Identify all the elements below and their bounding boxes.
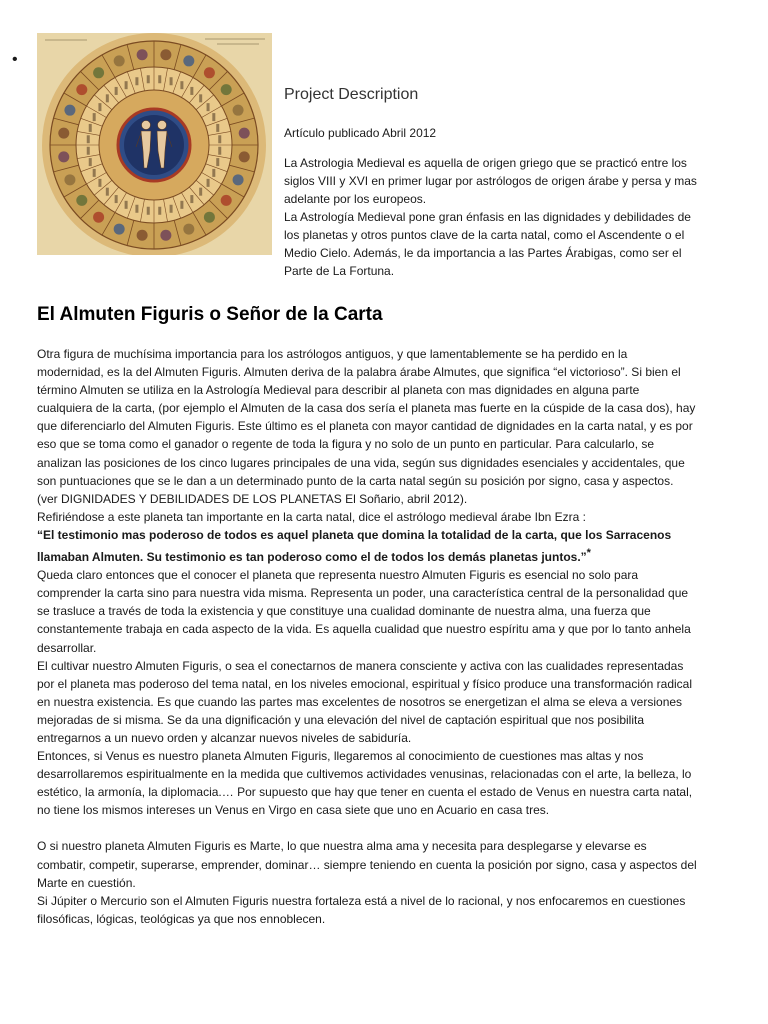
wheel-script-mark	[135, 77, 138, 85]
article-body	[37, 345, 697, 928]
wheel-figure	[221, 84, 232, 95]
wheel-script-mark	[212, 113, 215, 121]
wheel-script-mark	[125, 81, 128, 89]
article-paragraph-2: Refiriéndose a este planeta tan importante en la carta natal, dice el astrólogo medieval árabe Ibn Ezra :	[37, 509, 586, 524]
wheel-script-mark	[147, 75, 150, 83]
wheel-script-mark	[98, 103, 101, 111]
intro-section	[37, 124, 697, 280]
wheel-script-mark	[170, 77, 173, 85]
wheel-figure	[64, 105, 75, 116]
wheel-script-mark	[207, 103, 210, 111]
wheel-script-mark	[115, 87, 118, 95]
wheel-script-mark	[180, 81, 183, 89]
wheel-figure	[233, 105, 244, 116]
article-paragraph-7: Si Júpiter o Mercurio son el Almuten Figuris nuestra fortaleza está a nivel de lo racional, y nos enfocaremos en cuestiones filosóficas, lógicas, teológicas ya que nos ennoblecen.	[37, 893, 686, 926]
article-paragraph-4: El cultivar nuestro Almuten Figuris, o sea el conectarnos de manera consciente y activa con las cualidades representadas por el planeta mas poderoso del tema natal, en los niveles emocional, espiritual y físico produce una transformación radical en nuestra existencia. Es que cuando las partes mas excelentes de nosotros se energetizan el alma se eleva a versiones mejoradas de si misma. Se da una dignificación y una elevación del nivel de captación espiritual que nos posibilita entregarnos a un nuevo orden y alcanzar nuevos niveles de sabiduría.	[37, 658, 693, 745]
article-paragraph-1: Otra figura de muchísima importancia para los astrólogos antiguos, y que lamentablemente se ha perdido en la modernidad, es la del Almuten Figuris. Almuten deriva de la palabra árabe Almutes, que significa “el victorioso”. Si bien el término Almuten se utiliza en la Astrología Medieval para describir al planeta con mas dignidades en alguna parte cualquiera de la carta, (por ejemplo el Almuten de la casa dos sería el planeta mas fuerte en la cúspide de la casa dos), hay que diferenciarlo del Almuten Figuris. Este último es el planeta con mayor cantidad de dignidades en la carta natal, y es por eso que se toma como el ganador o regente de toda la figura y no solo de un punto en particular. Para calcularlo, se analizan las posiciones de los cinco lugares principales de una vida, según sus dignidades esenciales y accidentales, que son puntuaciones que se le dan a un determinado punto de la carta natal según su posición por signo, casa y aspectos. (ver DIGNIDADES Y DEBILIDADES DE LOS PLANETAS El Soñario, abril 2012).	[37, 347, 696, 506]
intro-paragraph-1: La Astrologia Medieval es aquella de origen griego que se practicó entre los siglos VIII y XVI en primer lugar por astrólogos de origen árabe y persa y mas adelante por los europeos.	[284, 156, 697, 206]
wheel-script-mark	[106, 94, 109, 102]
wheel-figure	[114, 55, 125, 66]
intro-paragraph-2: La Astrología Medieval pone gran énfasis en las dignidades y debilidades de los planetas y otros puntos clave de la carta natal, como el Ascendente o el Medio Cielo. Además, le da importancia a las Partes Árabigas, como ser el Parte de La Fortuna.	[284, 210, 691, 278]
article-paragraph-5: Entonces, si Venus es nuestro planeta Almuten Figuris, llegaremos al conocimiento de cuestiones mas altas y nos desarrollaremos espiritualmente en la medida que cultivemos actividades venusinas, relacionadas con el arte, la belleza, lo estético, la armonía, la diplomacia.… Por supuesto que hay que tener en cuenta el estado de Venus en nuestra carta natal, no tiene los mismos intereses un Venus en Virgo en casa siete que uno en Acuario en casa tres.	[37, 749, 693, 818]
article-paragraph-3: Queda claro entonces que el conocer el planeta que representa nuestro Almuten Figuris es esencial no solo para comprender la carta sino para nuestra vida misma. Representa un poder, una característica central de la personalidad que se trasluce a través de toda la existencia y que constituye una cualidad dominante de nuestra alma, una fuerza que constantemente trabaja en cada aspecto de la vida. Es aquella cualidad que nuestro espíritu ama y que por lo tanto anhela desarrollar.	[37, 568, 691, 655]
footnote-mark: *	[586, 547, 591, 560]
wheel-figure	[183, 55, 194, 66]
wheel-script-mark	[158, 75, 161, 83]
wheel-figure	[204, 67, 215, 78]
wheel-script-mark	[190, 87, 193, 95]
wheel-figure	[137, 49, 148, 60]
article-heading: El Almuten Figuris o Señor de la Carta	[37, 304, 383, 325]
wheel-figure	[93, 67, 104, 78]
wheel-script-mark	[93, 113, 96, 121]
publication-date: Artículo publicado Abril 2012	[284, 126, 437, 140]
project-title: Project Description	[284, 86, 419, 103]
article-paragraph-6: O si nuestro planeta Almuten Figuris es Marte, lo que nuestra alma ama y necesita para desplegarse y elevarse es combatir, competir, superarse, emprender, dominar… siempre teniendo en cuenta la posición por signo, casa y aspectos del Marte en cuestión.	[37, 839, 697, 890]
wheel-figure	[76, 84, 87, 95]
ibn-ezra-quote: “El testimonio mas poderoso de todos es aquel planeta que domina la totalidad de la carta, que los Sarracenos llamaban Almuten. Su testimonio es tan poderoso como el de todos los demás planetas juntos.”*	[37, 527, 672, 565]
list-bullet: •	[12, 51, 18, 68]
wheel-figure	[160, 49, 171, 60]
wheel-script-mark	[199, 94, 202, 102]
